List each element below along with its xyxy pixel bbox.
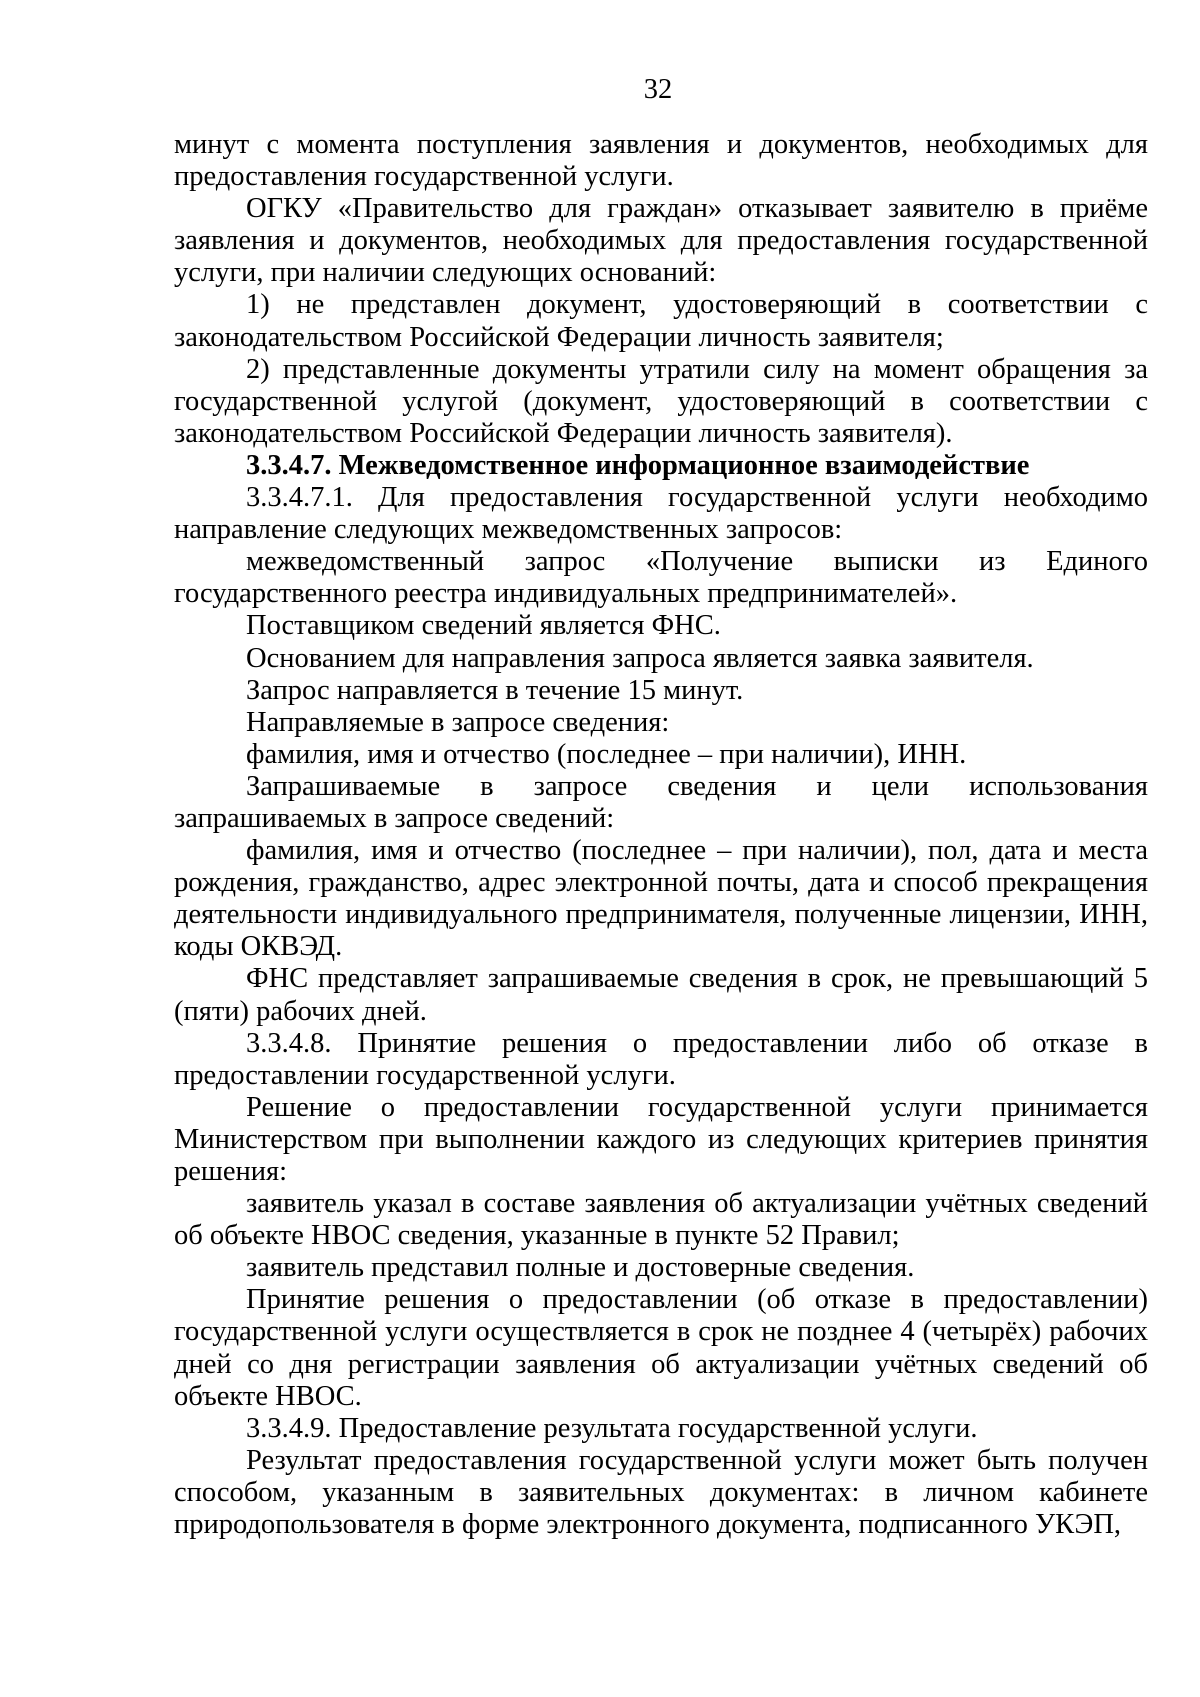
section-heading-3-3-4-7: 3.3.4.7. Межведомственное информационное взаимодействие — [246, 449, 1030, 481]
paragraph-request-timing: Запрос направляется в течение 15 минут. — [246, 674, 744, 706]
paragraph-interagency-request: межведомственный запрос «Получение выписки из Единого государственного реестра индивидуальных предпринимателей». — [174, 546, 1148, 610]
paragraph-decision-criteria: Решение о предоставлении государственной услуги принимается Министерством при выполнении каждого из следующих критериев принятия решения: — [174, 1091, 1148, 1187]
paragraph-requested-data-label: Запрашиваемые в запросе сведения и цели использования запрашиваемых в запросе сведений: — [174, 770, 1148, 834]
paragraph-basis: Основанием для направления запроса является заявка заявителя. — [246, 642, 1034, 674]
paragraph-supplier: Поставщиком сведений является ФНС. — [246, 610, 721, 642]
paragraph-criterion-1: заявитель указал в составе заявления об актуализации учётных сведений об объекте НВОС сведения, указанные в пункте 52 Правил; — [174, 1188, 1148, 1252]
page-number: 32 — [643, 74, 673, 105]
paragraph-decision-deadline: Принятие решения о предоставлении (об отказе в предоставлении) государственной услуги осуществляется в срок не позднее 4 (четырёх) рабочих дней со дня регистрации заявления об актуализации учётных сведений об объекте НВОС. — [174, 1284, 1148, 1412]
paragraph-requested-data: фамилия, имя и отчество (последнее – при наличии), пол, дата и места рождения, гражданство, адрес электронной почты, дата и способ прекращения деятельности индивидуального предпринимателя, полученные лицензии, ИНН, коды ОКВЭД. — [174, 835, 1148, 963]
paragraph-3-3-4-9: 3.3.4.9. Предоставление результата государственной услуги. — [246, 1412, 978, 1444]
paragraph-result-delivery: Результат предоставления государственной услуги может быть получен способом, указанным в заявительных документах: в личном кабинете природопользователя в форме электронного документа, подписанного УКЭП, — [174, 1444, 1148, 1541]
list-item-2: 2) представленные документы утратили силу на момент обращения за государственной услугой (документ, удостоверяющий в соответствии с законодательством Российской Федерации личность заявителя). — [174, 353, 1148, 449]
document-body — [174, 129, 1148, 1541]
paragraph-sent-data: фамилия, имя и отчество (последнее – при наличии), ИНН. — [246, 738, 967, 770]
paragraph-refusal-grounds: ОГКУ «Правительство для граждан» отказывает заявителю в приёме заявления и документов, необходимых для предоставления государственной услуги, при наличии следующих оснований: — [174, 193, 1148, 289]
paragraph-3-3-4-7-1: 3.3.4.7.1. Для предоставления государственной услуги необходимо направление следующих межведомственных запросов: — [174, 482, 1148, 546]
list-item-1: 1) не представлен документ, удостоверяющий в соответствии с законодательством Российской Федерации личность заявителя; — [174, 289, 1148, 353]
paragraph-3-3-4-8: 3.3.4.8. Принятие решения о предоставлении либо об отказе в предоставлении государственной услуги. — [174, 1027, 1148, 1091]
paragraph-sent-data-label: Направляемые в запросе сведения: — [246, 706, 670, 738]
paragraph-criterion-2: заявитель представил полные и достоверные сведения. — [246, 1252, 915, 1284]
paragraph-continuation: минут с момента поступления заявления и документов, необходимых для предоставления государственной услуги. — [174, 129, 1148, 193]
paragraph-fns-deadline: ФНС представляет запрашиваемые сведения в срок, не превышающий 5 (пяти) рабочих дней. — [174, 963, 1148, 1027]
